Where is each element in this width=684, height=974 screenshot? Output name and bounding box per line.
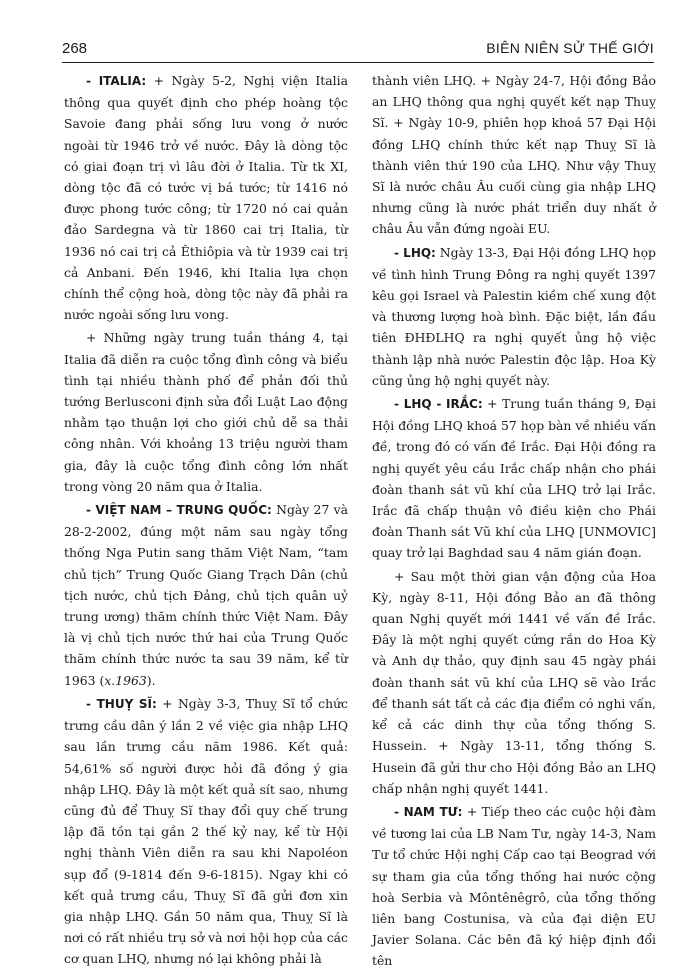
entry-text: + Trung tuần tháng 9, Đại Hội đồng LHQ khoá 57 họp bàn về nhiều vấn đề, trong đó có vấn đề Irắc. Đại Hội đồng ra nghị quyết yêu cầu Irắc chấp nhận cho phái đoàn thanh sát vũ khí của LHQ trở lại Irắc. Irắc đã chấp thuận vô điều kiện cho Phái đoàn Thanh sát Vũ khí của LHQ [UNMOVIC] quay trở lại Baghdad sau 4 năm gián đoạn. [372,396,656,561]
entry-italia-strike: + Những ngày trung tuần tháng 4, tại Italia đã diễn ra cuộc tổng đình công và biểu tình tại nhiều thành phố để phản đối thủ tướng Berlusconi định sửa đổi Luật Lao động nhằm tạo thuận lợi cho giới chủ dễ sa thải công nhân. Với khoảng 13 triệu người tham gia, đây là cuộc tổng đình công lớn nhất trong vòng 20 năm qua ở Italia. [64,330,348,494]
entry-text: Ngày 27 và 28-2-2002, đúng một năm sau ngày tổng thống Nga Putin sang thăm Việt Nam, “tam chủ tịch” Trung Quốc Giang Trạch Dân (chủ tịch nước, chủ tịch Đảng, chủ tịch quân uỷ trung ương) thăm chính thức Việt Nam. Đây là vị chủ tịch nước thứ hai của Trung Quốc thăm chính thức nước ta sau 39 năm, kể từ 1963 ( [64,502,348,688]
entry-heading: - LHQ - IRẮC: [394,397,483,412]
running-title: BIÊN NIÊN SỬ THẾ GIỚI [486,40,654,56]
entry-yugoslavia [372,801,656,972]
entry-heading: - NAM TƯ: [394,804,463,819]
entry-text-end: ). [146,672,156,688]
header-rule [62,62,654,63]
entry-heading: - VIỆT NAM – TRUNG QUỐC: [86,503,272,518]
entry-text: + Ngày 5-2, Nghị viện Italia thông qua quyết định cho phép hoàng tộc Savoie đang phải sống lưu vong ở nước ngoài từ 1946 trở về nước. Đây là dòng tộc có giai đoạn trị vì lâu đời ở Italia. Từ tk XI, dòng tộc đã có tước vị bá tước; từ 1416 nó được phong tước công; từ 1720 nó cai quản đảo Sardegna và từ 1860 cai trị Italia, từ 1936 nó cai trị cả Êthiôpia và từ 1939 cai trị cả Anbani. Đến 1946, khi Italia lựa chọn chính thể cộng hoà, dòng tộc này đã phải ra nước ngoài sống lưu vong. [64,73,348,323]
entry-un-iraq [372,393,656,564]
page-header [62,40,654,62]
entry-text: + Tiếp theo các cuộc hội đàm về tương lai của LB Nam Tư, ngày 14-3, Nam Tư tổ chức Hội nghị Cấp cao tại Beograd với sự tham gia của tổng thống hai nước cộng hoà Serbia và Môntênêgrô, của tổng thống liên bang Costunisa, và của đại diện EU Javier Solana. Các bên đã ký hiệp định đổi tên [372,803,656,969]
page-number: 268 [62,40,88,57]
cross-reference: x.1963 [104,672,147,688]
entry-heading: - ITALIA: [86,74,147,88]
entry-text: + Ngày 3-3, Thuỵ Sĩ tổ chức trưng cầu dân ý lần 2 về việc gia nhập LHQ sau lần trưng cầu năm 1986. Kết quả: 54,61% số người được hỏi đã đồng ý gia nhập LHQ. Đây là một kết quả sít sao, nhưng cũng đủ để Thuỵ Sĩ thay đổi quy chế trung lập đã tồn tại gần 2 thế kỷ nay, kể từ Hội nghị thành Viên diễn ra sau khi Napoléon sụp đổ (9-1814 đến 9-6-1815). Ngay khi có kết quả trưng cầu, Thuỵ Sĩ đã gửi đơn xin gia nhập LHQ. Gần 50 năm qua, Thuỵ Sĩ là nơi có rất nhiều trụ sở và nơi hội họp của các cơ quan LHQ, nhưng nó lại không phải là [64,695,348,967]
entry-italia [64,70,348,325]
entry-heading: - LHQ: [394,245,436,260]
entry-switzerland-continued: thành viên LHQ. + Ngày 24-7, Hội đồng Bảo an LHQ thông qua nghị quyết kết nạp Thuỵ Sĩ. + Ngày 10-9, phiên họp khoá 57 Đại Hội đồng LHQ chính thức kết nạp Thuỵ Sĩ là thành viên thứ 190 của LHQ. Như vậy Thuỵ Sĩ là nước châu Âu cuối cùng gia nhập LHQ nhưng cũng là nước phát triển duy nhất ở châu Âu vẫn đứng ngoài EU. [372,73,656,237]
entry-switzerland [64,693,348,970]
entry-text: Ngày 13-3, Đại Hội đồng LHQ họp về tình hình Trung Đông ra nghị quyết 1397 kêu gọi Israel và Palestin kiềm chế xung đột và thương lượng hoà bình. Đặc biệt, lần đầu tiên ĐHĐLHQ ra nghị quyết ủng hộ việc thành lập nhà nước Palestin độc lập. Hoa Kỳ cũng ủng hộ nghị quyết này. [372,244,656,388]
entry-heading: - THUỴ SĨ: [86,696,157,711]
entry-un [372,242,656,391]
entry-un-iraq-resolution: + Sau một thời gian vận động của Hoa Kỳ, ngày 8-11, Hội đồng Bảo an đã thông quan Nghị quyết mới 1441 về vấn đề Irắc. Đây là một nghị quyết cứng rắn do Hoa Kỳ và Anh dự thảo, quy định sau 45 ngày phái đoàn thanh sát vũ khí của LHQ sẽ vào Irắc để thanh sát tất cả các địa điểm có nghi vấn, kể cả các dinh thự của tổng thống S. Hussein. + Ngày 13-11, tổng thống S. Husein đã gửi thư cho Hội đồng Bảo an LHQ chấp nhận nghị quyết 1441. [372,568,656,796]
left-column [64,70,348,972]
right-column [372,70,656,974]
entry-vietnam-china [64,499,348,691]
